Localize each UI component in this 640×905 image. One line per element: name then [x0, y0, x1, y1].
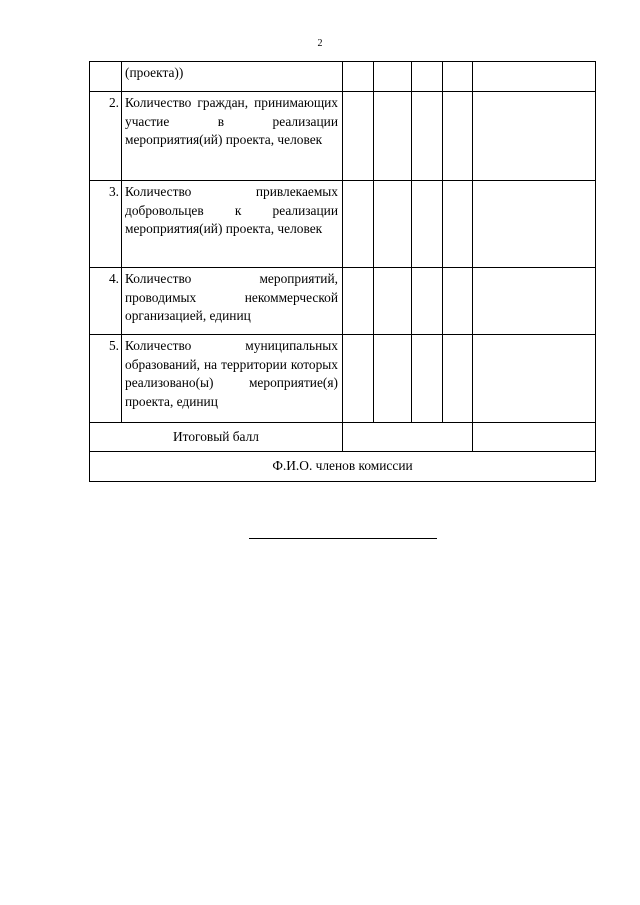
row-number: 2. — [90, 92, 122, 181]
total-label: Итоговый балл — [90, 423, 343, 452]
row-number — [90, 62, 122, 92]
total-score-cell — [343, 423, 473, 452]
row-number: 4. — [90, 268, 122, 335]
row-number: 3. — [90, 181, 122, 268]
score-cell — [443, 62, 473, 92]
score-cell — [343, 335, 374, 423]
score-cell — [443, 335, 473, 423]
total-result-cell — [473, 423, 596, 452]
criterion-text: Количество мероприятий, проводимых некоммерческой организацией, единиц — [122, 268, 343, 335]
score-cell — [374, 268, 412, 335]
score-cell — [374, 62, 412, 92]
score-cell — [412, 62, 443, 92]
table-row — [90, 92, 596, 181]
score-cell — [412, 92, 443, 181]
result-cell — [473, 62, 596, 92]
table-row — [90, 268, 596, 335]
score-cell — [374, 92, 412, 181]
score-cell — [343, 181, 374, 268]
score-cell — [443, 181, 473, 268]
page-number: 2 — [317, 38, 323, 49]
signature-line — [249, 538, 437, 539]
score-cell — [412, 335, 443, 423]
score-cell — [412, 268, 443, 335]
score-cell — [343, 92, 374, 181]
score-cell — [343, 268, 374, 335]
result-cell — [473, 92, 596, 181]
result-cell — [473, 268, 596, 335]
result-cell — [473, 335, 596, 423]
score-cell — [374, 335, 412, 423]
total-row — [90, 423, 596, 452]
criterion-text: Количество муниципальных образований, на территории которых реализовано(ы) мероприятие(я) проекта, единиц — [122, 335, 343, 423]
score-cell — [343, 62, 374, 92]
commission-label: Ф.И.О. членов комиссии — [90, 452, 596, 482]
score-cell — [443, 268, 473, 335]
score-cell — [412, 181, 443, 268]
table-row — [90, 181, 596, 268]
criterion-text: Количество привлекаемых добровольцев к реализации мероприятия(ий) проекта, человек — [122, 181, 343, 268]
criterion-text: (проекта)) — [122, 62, 343, 92]
criterion-text: Количество граждан, принимающих участие в реализации мероприятия(ий) проекта, человек — [122, 92, 343, 181]
table-row — [90, 335, 596, 423]
evaluation-table — [89, 61, 596, 482]
score-cell — [443, 92, 473, 181]
commission-row — [90, 452, 596, 482]
row-number: 5. — [90, 335, 122, 423]
score-cell — [374, 181, 412, 268]
table-row — [90, 62, 596, 92]
result-cell — [473, 181, 596, 268]
